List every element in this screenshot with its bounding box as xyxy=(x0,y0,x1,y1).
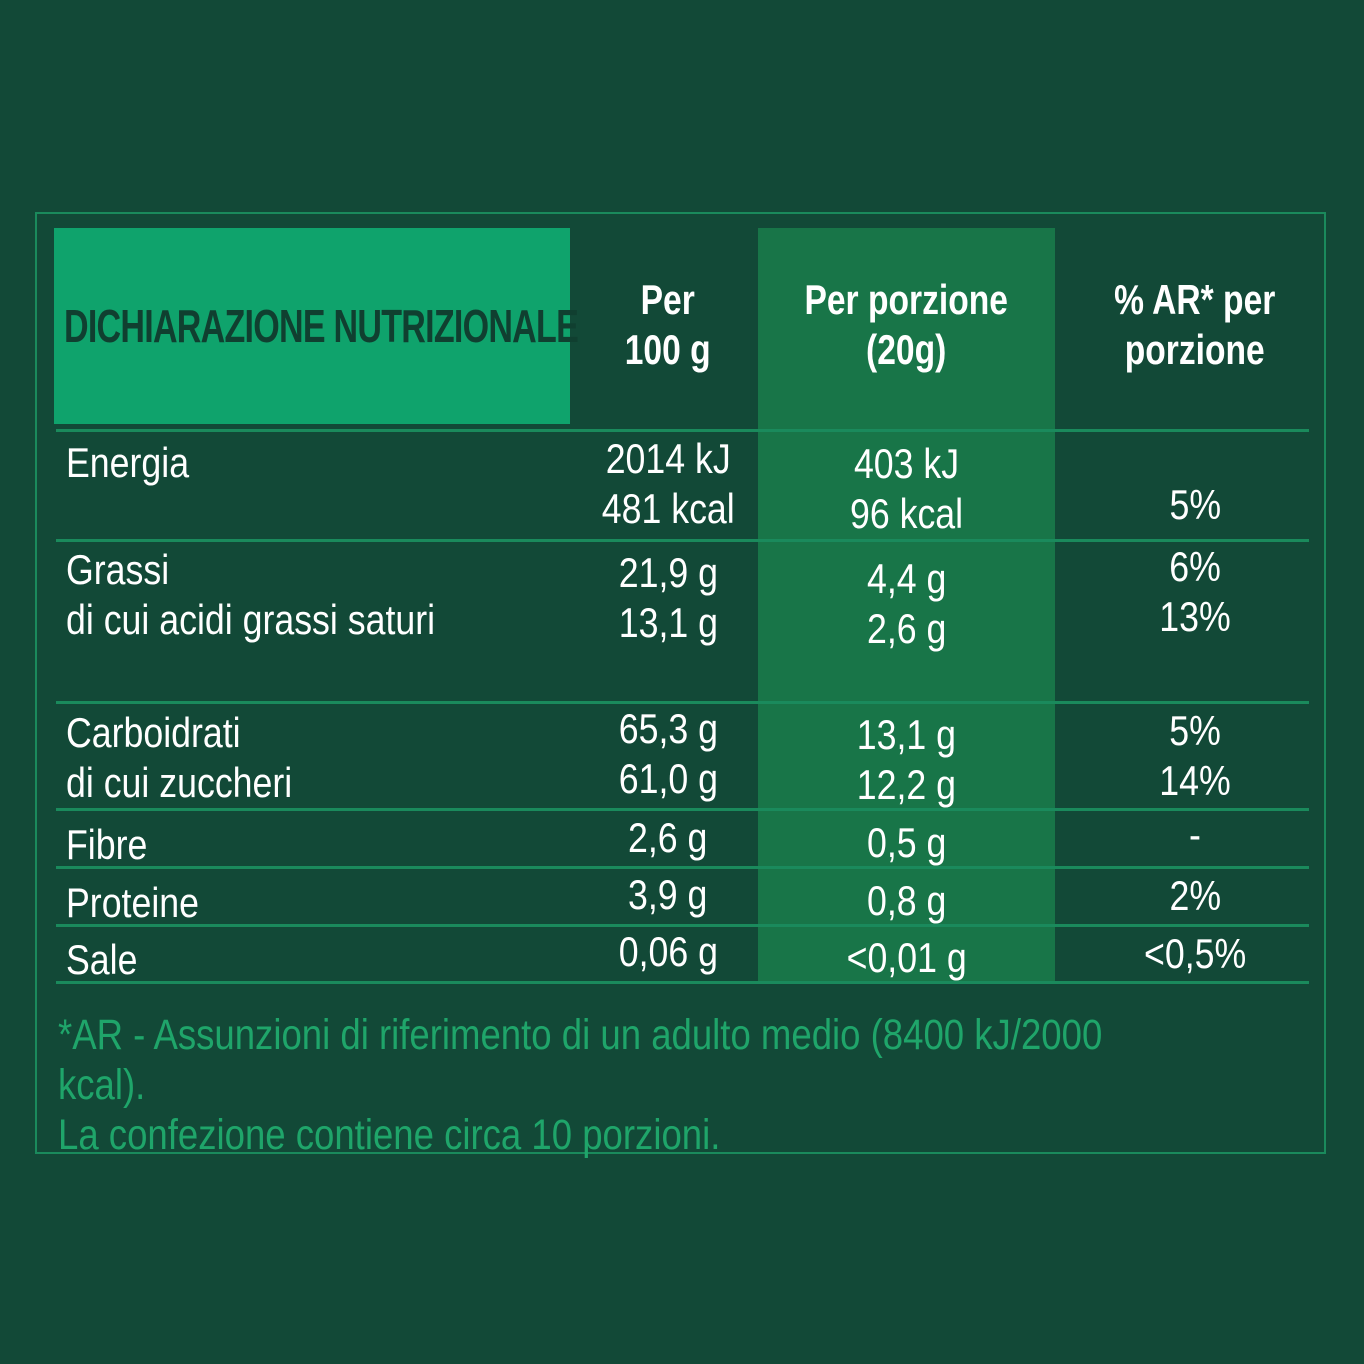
header-per-portion-label: Per porzione (20g) xyxy=(804,276,1009,373)
row-carboidrati-per-portion: 13,1 g 12,2 g xyxy=(856,711,957,808)
row-grassi-per-portion: 4,4 g 2,6 g xyxy=(866,555,947,652)
row-sale-ar: <0,5% xyxy=(1143,930,1247,977)
row-proteine-ar: 2% xyxy=(1169,872,1221,919)
row-energia-per-portion: 403 kJ 96 kcal xyxy=(849,440,964,537)
row-divider xyxy=(56,429,1309,432)
row-proteine-per100: 3,9 g xyxy=(628,871,708,918)
row-energia-ar: 5% xyxy=(1169,481,1221,528)
row-fibre-label: Fibre xyxy=(66,821,148,868)
row-energia-per100: 2014 kJ 481 kcal xyxy=(601,435,735,532)
row-carboidrati-label: Carboidrati di cui zuccheri xyxy=(66,709,293,806)
row-grassi-label: Grassi di cui acidi grassi saturi xyxy=(66,546,436,643)
header-per-portion xyxy=(758,250,1055,400)
footnote: *AR - Assunzioni di riferimento di un adulto medio (8400 kJ/2000 kcal). La confezione contiene circa 10 porzioni. xyxy=(58,1011,1103,1159)
row-divider xyxy=(56,866,1309,869)
row-grassi-ar: 6% 13% xyxy=(1159,543,1231,640)
row-grassi-per100: 21,9 g 13,1 g xyxy=(618,549,718,646)
row-carboidrati-ar: 5% 14% xyxy=(1159,707,1231,804)
table-title-cell xyxy=(54,228,579,424)
header-ar-label: % AR* per porzione xyxy=(1114,276,1276,373)
row-sale-label: Sale xyxy=(66,936,138,983)
row-proteine-label: Proteine xyxy=(66,879,199,926)
header-ar xyxy=(1055,250,1335,400)
row-energia-label: Energia xyxy=(66,439,190,486)
table-title: DICHIARAZIONE NUTRIZIONALE xyxy=(64,300,579,352)
row-carboidrati-per100: 65,3 g 61,0 g xyxy=(618,705,718,802)
row-sale-per100: 0,06 g xyxy=(618,928,718,975)
row-fibre-ar: - xyxy=(1189,811,1201,858)
row-fibre-per100: 2,6 g xyxy=(628,814,708,861)
row-sale-per-portion: <0,01 g xyxy=(846,934,967,981)
header-per-100g xyxy=(578,250,758,400)
row-fibre-per-portion: 0,5 g xyxy=(866,819,947,866)
row-proteine-per-portion: 0,8 g xyxy=(866,877,947,924)
header-per-100g-label: Per 100 g xyxy=(625,276,711,373)
row-divider xyxy=(56,981,1309,984)
